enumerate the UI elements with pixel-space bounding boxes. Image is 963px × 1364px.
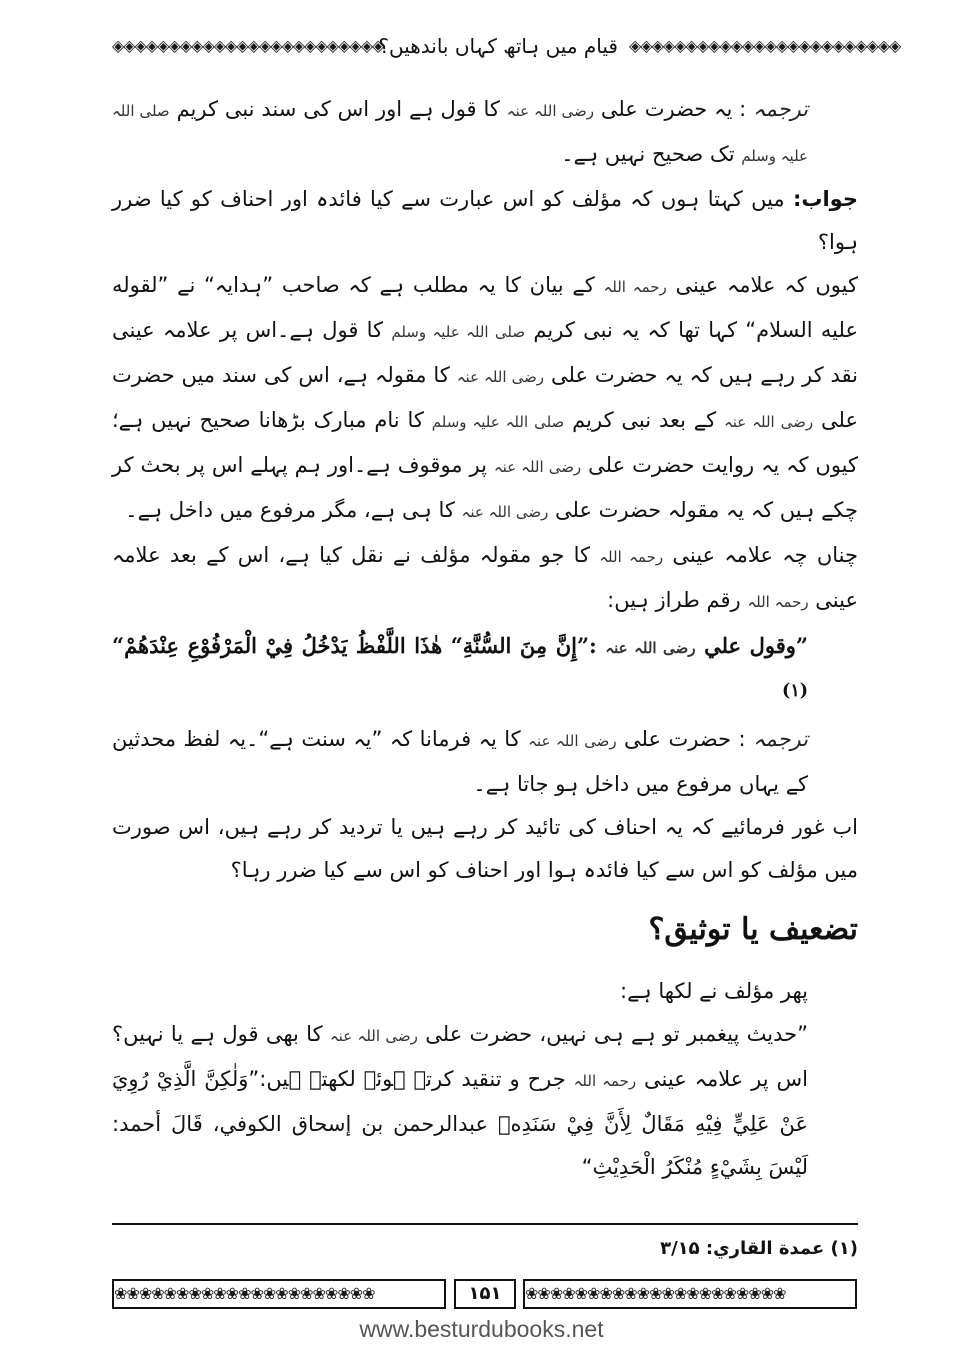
quote-intro-paragraph: چناں چہ علامہ عینی رحمہ اللہ کا جو مقولہ مؤلف نے نقل کیا ہے، اس کے بعد علامہ عینی رحمہ اللہ رقم طراز ہیں: <box>112 543 858 612</box>
page-header <box>112 30 901 64</box>
honorific-radiallahu: رضی اللہ عنہ <box>456 368 545 386</box>
honorific-rahimahullah: رحمہ اللہ <box>599 548 664 566</box>
footer-ornament-right: ❀❀❀❀❀❀❀❀❀❀❀❀❀❀❀❀❀❀❀❀❀ <box>523 1279 857 1309</box>
honorific-sallallahu: صلی اللہ علیہ وسلم <box>391 323 526 341</box>
honorific-sallallahu: صلی اللہ علیہ وسلم <box>112 102 808 165</box>
answer-paragraph: جواب: میں کہتا ہوں کہ مؤلف کو اس عبارت سے کیا فائدہ اور احناف کو کیا ضرر ہوا؟ <box>112 187 858 254</box>
section-heading: تضعیف یا توثیق؟ <box>648 912 858 947</box>
header-ornament-left: ◈◈◈◈◈◈◈◈◈◈◈◈◈◈◈◈◈◈◈◈◈◈◈◈ <box>112 36 384 55</box>
footnote-text: عمدة القاري: ۳/۱۵ <box>660 1238 825 1259</box>
honorific-rahimahullah: رحمہ اللہ <box>573 1072 637 1090</box>
honorific-radiallahu: رضی اللہ عنہ <box>506 102 594 120</box>
honorific-rahimahullah: رحمہ اللہ <box>603 278 667 296</box>
translation-paragraph-1: ترجمہ : یہ حضرت علی رضی اللہ عنہ کا قول ہے اور اس کی سند نبی کریم صلی اللہ علیہ وسلم تک صحیح نہیں ہے۔ <box>112 97 808 166</box>
page-footer <box>112 1279 857 1309</box>
tarjama-label: ترجمہ <box>753 97 808 121</box>
reflection-paragraph: اب غور فرمائیے کہ یہ احناف کی تائید کر رہے ہیں یا تردید کر رہے ہیں، اس صورت میں مؤلف کو اس سے کیا فائدہ ہوا اور احناف کو اس سے کیا ضرر رہا؟ <box>112 815 858 882</box>
website-watermark[interactable]: www.besturdubooks.net <box>359 1316 604 1342</box>
translation-paragraph-2: ترجمہ : حضرت علی رضی اللہ عنہ کا یہ فرمانا کہ ”یہ سنت ہے“۔یہ لفظ محدثین کے یہاں مرفوع میں داخل ہو جاتا ہے۔ <box>112 727 808 796</box>
honorific-radiallahu: رضی اللہ عنہ <box>493 458 582 476</box>
explanation-paragraph: کیوں کہ علامہ عینی رحمہ اللہ کے بیان کا یہ مطلب ہے کہ صاحب ”ہدایہ“ نے ”لقوله عليه السلام“ کہا تھا کہ یہ نبی کریم صلی اللہ علیہ وسلم کا قول ہے۔اس پر علامہ عینی نقد کر رہے ہیں کہ یہ حضرت علی رضی اللہ عنہ کا مقولہ ہے، اس کی سند میں حضرت علی رضی اللہ عنہ کے بعد نبی کریم صلی اللہ علیہ وسلم کا نام مبارک بڑھانا صحیح نہیں ہے؛ کیوں کہ یہ روایت حضرت علی رضی اللہ عنہ پر موقوف ہے۔اور ہم پہلے اس پر بحث کر چکے ہیں کہ یہ مقولہ حضرت علی رضی اللہ عنہ کا ہی ہے، مگر مرفوع میں داخل ہے۔ <box>112 273 859 522</box>
jawab-label: جواب: <box>792 187 858 211</box>
running-title: قیام میں ہاتھ کہاں باندھیں؟ <box>378 34 618 58</box>
footnote-divider <box>112 1223 858 1225</box>
honorific-radiallahu: رضی اللہ عنہ <box>329 1027 418 1045</box>
footnote-number: (۱) <box>830 1238 858 1259</box>
header-ornament-right: ◈◈◈◈◈◈◈◈◈◈◈◈◈◈◈◈◈◈◈◈◈◈◈◈ <box>629 36 901 55</box>
honorific-rahimahullah: رحمہ اللہ <box>747 593 809 611</box>
arabic-quote: ”وقول علي رضی اللہ عنہ :”إِنَّ مِنَ السُّنَّةِ“ هٰذَا اللَّفْظُ يَدْخُلُ فِيْ الْمَرْفُوْعِ عِنْدَهُمْ“ $^{(۱)}$ <box>112 633 809 701</box>
tarjama-label: ترجمہ <box>753 727 808 751</box>
footnote <box>112 1234 858 1264</box>
honorific-radiallahu: رضی اللہ عنہ <box>723 413 814 431</box>
footer-ornament-left: ❀❀❀❀❀❀❀❀❀❀❀❀❀❀❀❀❀❀❀❀❀ <box>112 1279 446 1309</box>
honorific-radiallahu: رضی اللہ عنہ <box>461 503 549 521</box>
honorific-radiallahu: رضی اللہ عنہ <box>605 639 696 657</box>
closing-quote-paragraph: ”حدیث پیغمبر تو ہے ہی نہیں، حضرت علی رضی اللہ عنہ کا بھی قول ہے یا نہیں؟ اس پر علامہ عینی رحمہ اللہ جرح و تنقید کرتے ہوئے لکھتے ہیں:”وَلٰكِنَّ الَّذِيْ رُوِيَ عَنْ عَلِيٍّ فِيْهِ مَقَالٌ لِأَنَّ فِيْ سَنَدِهٖ عبدالرحمن بن إسحاق الكوفي، قَالَ أحمد: لَيْسَ بِشَيْءٍ مُنْكَرُ الْحَدِيْثِ“ <box>112 1022 808 1179</box>
honorific-sallallahu: صلی اللہ علیہ وسلم <box>431 413 565 431</box>
honorific-radiallahu: رضی اللہ عنہ <box>528 732 617 750</box>
author-intro-paragraph: پھر مؤلف نے لکھا ہے: <box>620 979 808 1003</box>
main-text <box>112 88 858 1189</box>
footnote-marker: (۱) <box>782 681 808 701</box>
page-number: ۱۵۱ <box>454 1279 516 1309</box>
